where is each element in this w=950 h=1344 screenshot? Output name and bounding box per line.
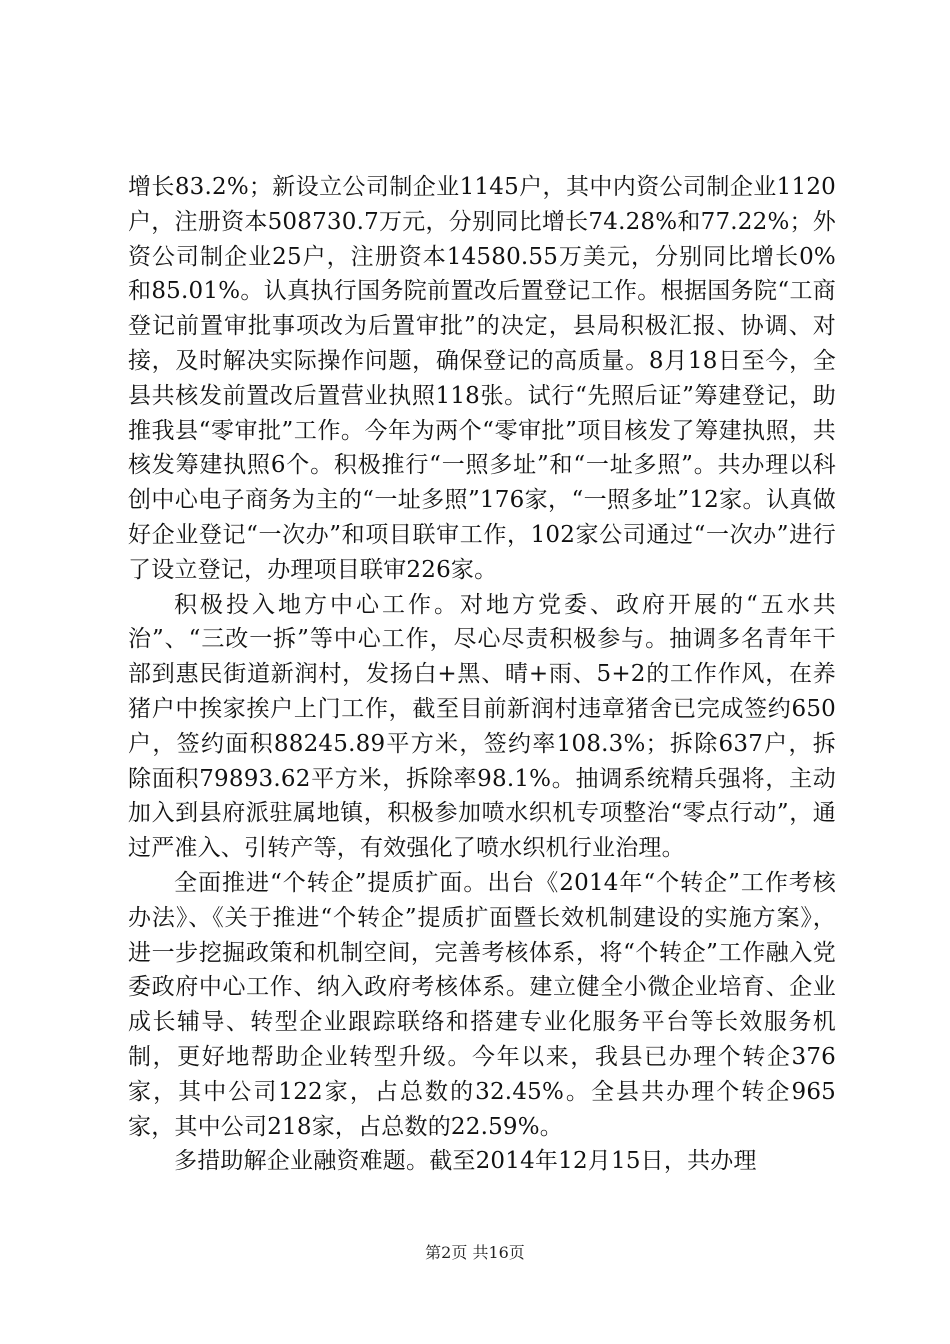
- paragraph-individual-to-enterprise: 全面推进“个转企”提质扩面。出台《2014年“个转企”工作考核办法》、《关于推进“个转企”提质扩面暨长效机制建设的实施方案》，进一步挖掘政策和机制空间，完善考核体系，将“个转企”工作融入党委政府中心工作、纳入政府考核体系。建立健全小微企业培育、企业成长辅导、转型企业跟踪联络和搭建专业化服务平台等长效服务机制，更好地帮助企业转型升级。今年以来，我县已办理个转企376家，其中公司122家，占总数的32.45%。全县共办理个转企965家，其中公司218家，占总数的22.59%。: [128, 869, 836, 1140]
- paragraph-continuation: 增长83.2%；新设立公司制企业1145户，其中内资公司制企业1120户，注册资本508730.7万元，分别同比增长74.28%和77.22%；外资公司制企业25户，注册资本14580.55万美元，分别同比增长0%和85.01%。认真执行国务院前置改后置登记工作。根据国务院“工商登记前置审批事项改为后置审批”的决定，县局积极汇报、协调、对接，及时解决实际操作问题，确保登记的高质量。8月18日至今，全县共核发前置改后置营业执照118张。试行“先照后证”筹建登记，助推我县“零审批”工作。今年为两个“零审批”项目核发了筹建执照，共核发筹建执照6个。积极推行“一照多址”和“一址多照”。共办理以科创中心电子商务为主的“一址多照”176家，“一照多址”12家。认真做好企业登记“一次办”和项目联审工作，102家公司通过“一次办”进行了设立登记，办理项目联审226家。: [128, 174, 836, 583]
- paragraph-local-center-work: 积极投入地方中心工作。对地方党委、政府开展的“五水共治”、“三改一拆”等中心工作，尽心尽责积极参与。抽调多名青年干部到惠民街道新润村，发扬白+黑、晴+雨、5+2的工作作风，在养猪户中挨家挨户上门工作，截至目前新润村违章猪舍已完成签约650户，签约面积88245.89平方米，签约率108.3%；拆除637户，拆除面积79893.62平方米，拆除率98.1%。抽调系统精兵强将，主动加入到县府派驻属地镇，积极参加喷水织机专项整治“零点行动”，通过严准入、引转产等，有效强化了喷水织机行业治理。: [128, 591, 836, 862]
- page-number-label: 第2页 共16页: [425, 1243, 525, 1262]
- document-body: [128, 170, 836, 1179]
- paragraph-financing: 多措助解企业融资难题。截至2014年12月15日，共办理: [174, 1148, 757, 1175]
- page-footer: [0, 1243, 950, 1263]
